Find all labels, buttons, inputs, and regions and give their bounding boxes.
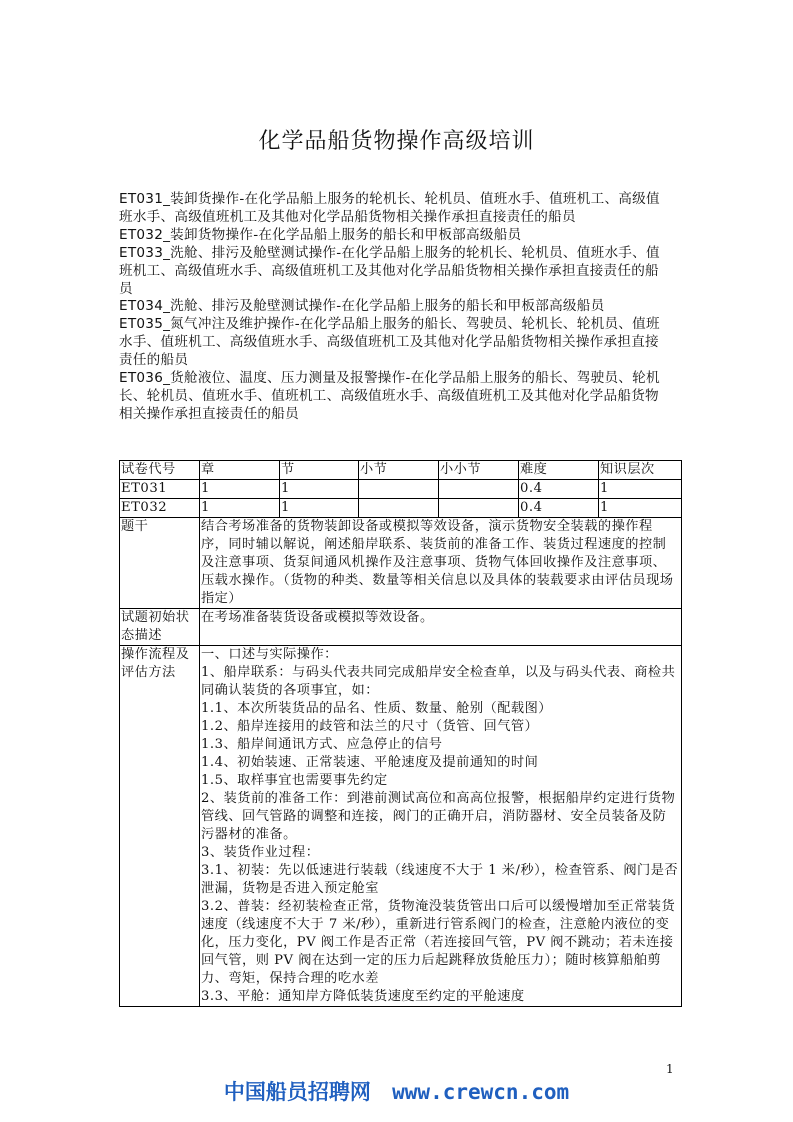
header-cell: 难度 [519, 461, 599, 480]
header-cell: 试卷代号 [120, 461, 200, 480]
table-cell: 1 [200, 480, 280, 499]
header-cell: 知识层次 [599, 461, 682, 480]
procedure-label: 操作流程及评估方法 [120, 646, 200, 1007]
footer-watermark [0, 1076, 793, 1106]
table-cell [359, 480, 439, 499]
procedure-line: 3.3、平舱：通知岸方降低装货速度至约定的平舱速度 [201, 989, 525, 1004]
table-cell: 1 [280, 480, 359, 499]
procedure-line: 1.3、船岸间通讯方式、应急停止的信号 [201, 737, 443, 752]
procedure-line: 3.2、普装：经初装检查正常，货物淹没装货管出口后可以缓慢增加至正常装货速度（线速度不大于 7 米/秒），重新进行管系阀门的检查，注意舱内液位的变化，压力变化，PV 阀工作是否正常（若连接回气管，PV 阀不跳动；若未连接回气管，则 PV 阀在达到一定的压力后起跳释放货舱压力）；随时核算船舶剪力、弯矩，保持合理的吃水差 [201, 899, 676, 986]
procedure-line: 1.5、取样事宜也需要事先约定 [201, 773, 388, 788]
table-header-row [120, 461, 682, 480]
header-cell: 节 [280, 461, 359, 480]
stem-text: 结合考场准备的货物装卸设备或模拟等效设备，演示货物安全装载的操作程序，同时辅以解说，阐述船岸联系、装货前的准备工作、装货过程速度的控制及注意事项、货泵间通风机操作及注意事项、货物气体回收操作及注意事项、压载水操作。（货物的种类、数量等相关信息以及具体的装载要求由评估员现场指定） [200, 518, 682, 609]
table-cell: 1 [599, 480, 682, 499]
footer-site-name: 中国船员招聘网 [223, 1080, 371, 1104]
stem-row [120, 518, 682, 609]
procedure-line: 1、船岸联系：与码头代表共同完成船岸安全检查单，以及与码头代表、商检共同确认装货的各项事宜，如： [201, 665, 676, 698]
table-cell: 0.4 [519, 480, 599, 499]
table-cell: ET032 [120, 499, 200, 518]
exam-table [119, 460, 682, 1007]
table-cell: 1 [200, 499, 280, 518]
stem-label: 题干 [120, 518, 200, 609]
table-cell: 1 [280, 499, 359, 518]
footer-url[interactable]: www.crewcn.com [392, 1080, 570, 1104]
document-title: 化学品船货物操作高级培训 [258, 129, 535, 154]
header-cell: 章 [200, 461, 280, 480]
procedure-row [120, 646, 682, 1007]
initial-state-label: 试题初始状态描述 [120, 609, 200, 646]
intro-section [119, 191, 667, 424]
table-cell [359, 499, 439, 518]
header-cell: 小节 [359, 461, 439, 480]
procedure-line: 3、装货作业过程： [201, 845, 320, 860]
table-cell [439, 480, 519, 499]
page-number: 1 [666, 1062, 674, 1076]
table-cell: ET031 [120, 480, 200, 499]
table-row [120, 480, 682, 499]
initial-state-row [120, 609, 682, 646]
table-cell [439, 499, 519, 518]
procedure-line: 2、装货前的准备工作：到港前测试高位和高高位报警，根据船岸约定进行货物管线、回气管路的调整和连接，阀门的正确开启，消防器材、安全员装备及防污器材的准备。 [201, 791, 676, 842]
intro-item: ET034_洗舱、排污及舱壁测试操作-在化学品船上服务的船长和甲板部高级船员 [119, 298, 605, 315]
intro-item: ET036_货舱液位、温度、压力测量及报警操作-在化学品船上服务的船长、驾驶员、轮机长、轮机员、值班水手、值班机工、高级值班水手、高级值班机工及其他对化学品船货物相关操作承担直接责任的船员 [119, 370, 660, 422]
table-row [120, 499, 682, 518]
header-cell: 小小节 [439, 461, 519, 480]
procedure-line: 1.1、本次所装货品的品名、性质、数量、舱别（配载图） [201, 701, 552, 716]
intro-item: ET031_装卸货操作-在化学品船上服务的轮机长、轮机员、值班水手、值班机工、高级值班水手、高级值班机工及其他对化学品船货物相关操作承担直接责任的船员 [119, 191, 660, 225]
procedure-line: 1.2、船岸连接用的歧管和法兰的尺寸（货管、回气管） [201, 719, 539, 734]
table-cell: 0.4 [519, 499, 599, 518]
initial-state-text: 在考场准备装货设备或模拟等效设备。 [200, 609, 682, 646]
intro-item: ET033_洗舱、排污及舱壁测试操作-在化学品船上服务的轮机长、轮机员、值班水手、值班机工、高级值班水手、高级值班机工及其他对化学品船货物相关操作承担直接责任的船员 [119, 244, 660, 297]
table-cell: 1 [599, 499, 682, 518]
intro-item: ET032_装卸货物操作-在化学品船上服务的船长和甲板部高级船员 [119, 226, 522, 243]
procedure-line: 3.1、初装：先以低速进行装载（线速度不大于 1 米/秒），检查管系、阀门是否泄漏，货物是否进入预定舱室 [201, 863, 679, 896]
intro-item: ET035_氮气冲注及维护操作-在化学品船上服务的船长、驾驶员、轮机长、轮机员、值班水手、值班机工、高级值班水手、高级值班机工及其他对化学品船货物相关操作承担直接责任的船员 [119, 316, 660, 369]
procedure-content [200, 646, 682, 1007]
procedure-line: 一、口述与实际操作： [201, 647, 338, 662]
procedure-line: 1.4、初始装速、正常装速、平舱速度及提前通知的时间 [201, 755, 539, 770]
